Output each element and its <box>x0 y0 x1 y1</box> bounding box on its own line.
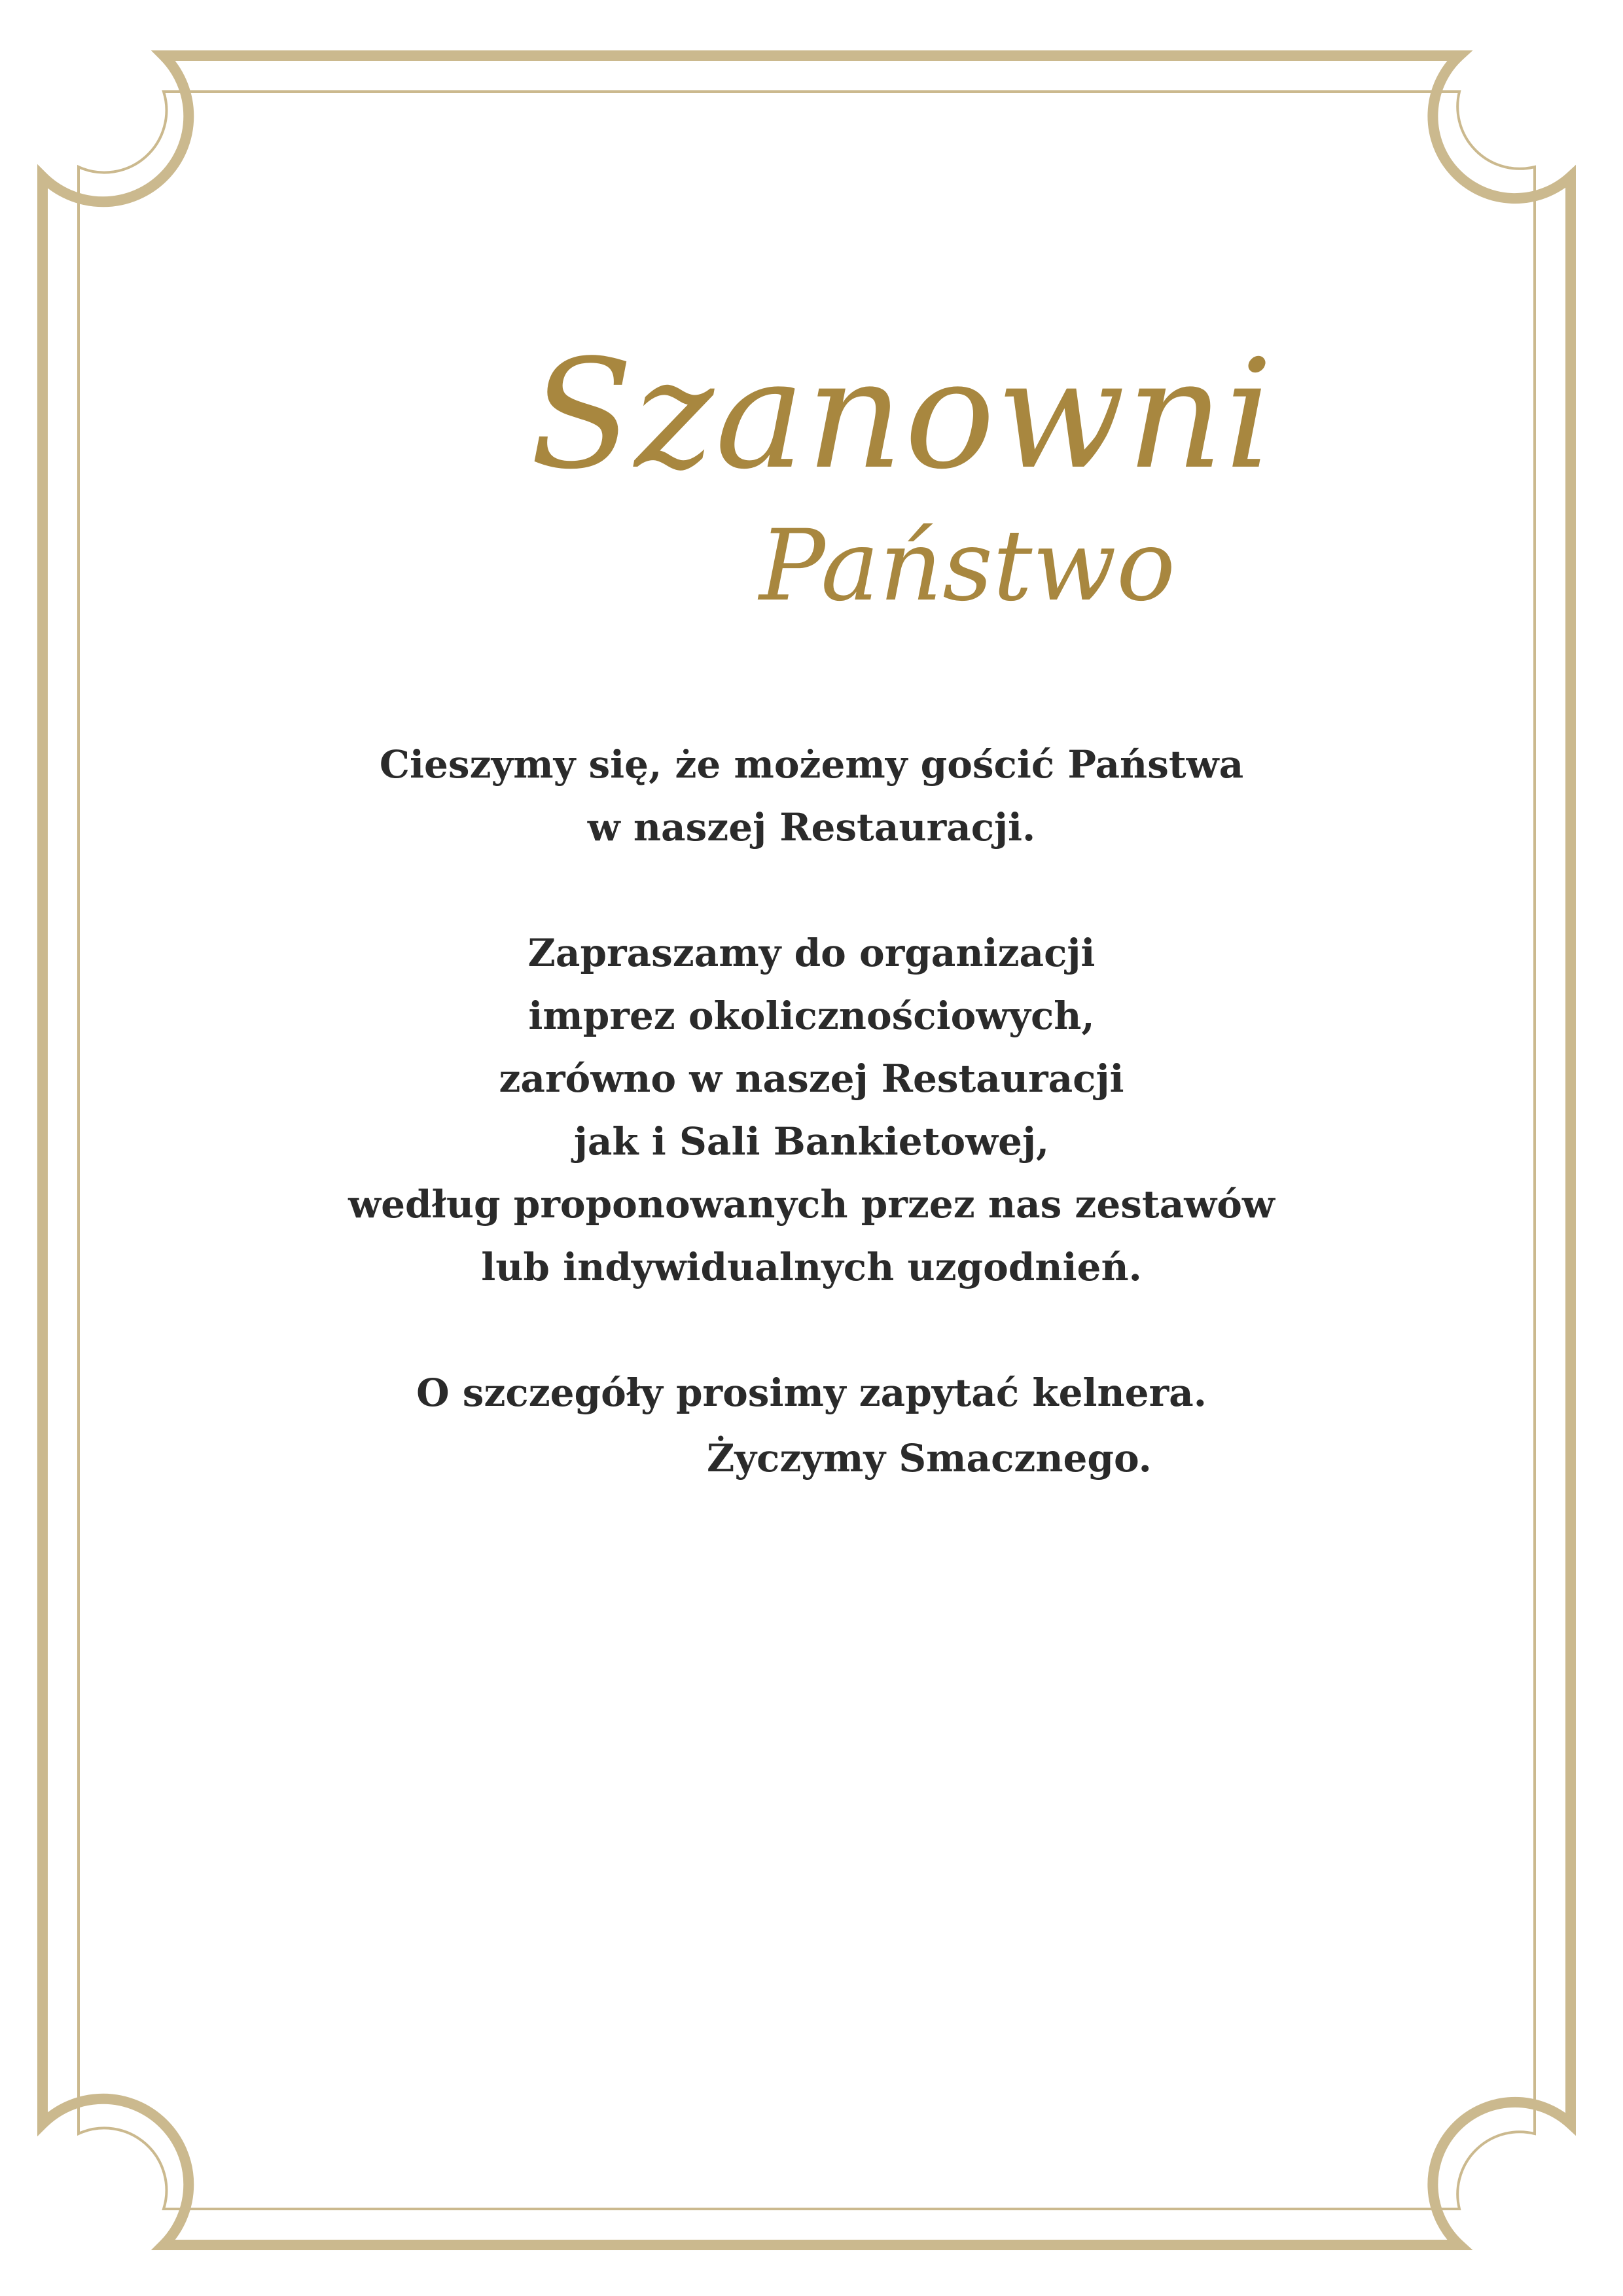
invitation-line: lub indywidualnych uzgodnień. <box>481 1245 1142 1289</box>
details-paragraph <box>223 1361 1400 1424</box>
invitation-line: imprez okolicznościowych, <box>528 994 1095 1038</box>
details-line: O szczegóły prosimy zapytać kelnera. <box>416 1371 1207 1415</box>
invitation-line: jak i Sali Bankietowej, <box>573 1119 1050 1164</box>
invitation-line: Zapraszamy do organizacji <box>527 931 1096 975</box>
intro-line: Cieszymy się, że możemy gościć Państwa <box>379 742 1244 787</box>
title-szanowni: Szanowni <box>530 328 1275 503</box>
intro-paragraph <box>223 733 1400 859</box>
intro-line: w naszej Restauracji. <box>587 805 1036 850</box>
heading <box>0 0 1623 655</box>
closing-wish: Życzymy Smacznego. <box>707 1436 1152 1480</box>
invitation-line: według proponowanych przez nas zestawów <box>348 1182 1275 1227</box>
invitation-paragraph <box>223 922 1400 1299</box>
title-panstwo: Państwo <box>759 509 1176 623</box>
invitation-line: zarówno w naszej Restauracji <box>499 1056 1124 1101</box>
welcome-text <box>223 733 1400 1487</box>
